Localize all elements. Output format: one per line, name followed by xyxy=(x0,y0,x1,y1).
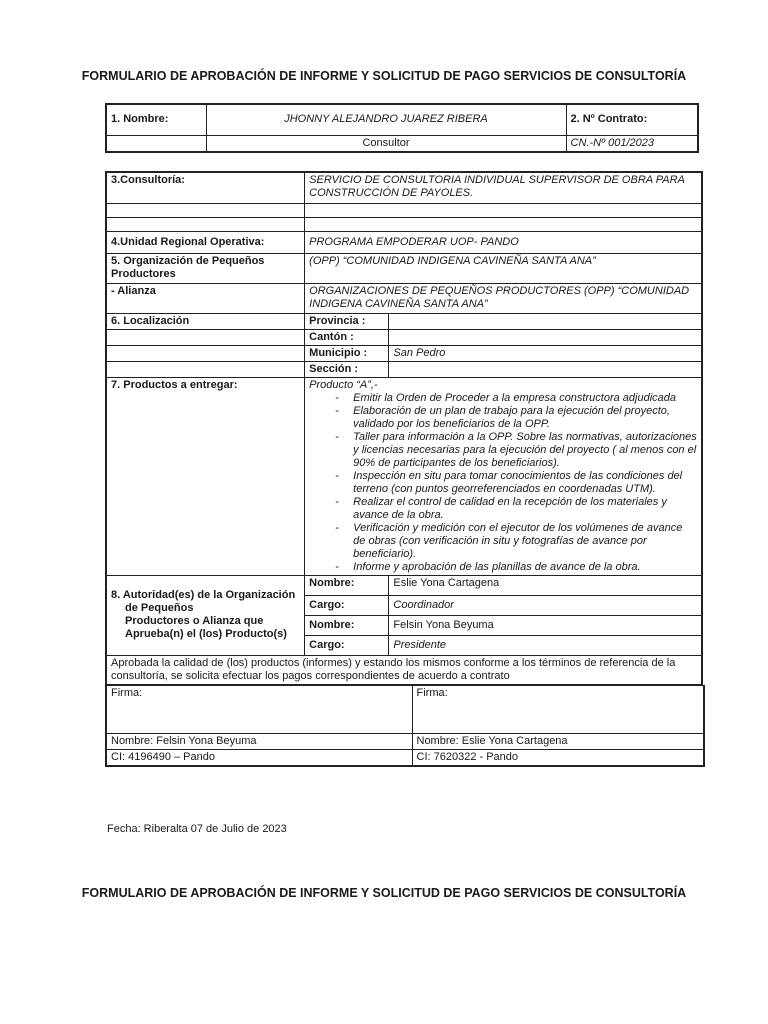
cargo-label: Cargo: xyxy=(305,635,389,655)
consultoria-label: 3.Consultoría: xyxy=(106,172,305,203)
municipio-value: San Pedro xyxy=(389,345,702,361)
blank-row xyxy=(106,203,305,217)
rol-value: Consultor xyxy=(206,135,566,152)
firma-right-ci: CI: 7620322 - Pando xyxy=(412,750,704,767)
unidad-label: 4.Unidad Regional Operativa: xyxy=(106,231,305,253)
firma-left-nombre: Nombre: Felsin Yona Beyuma xyxy=(106,734,412,750)
autoridad-2-cargo: Presidente xyxy=(389,635,702,655)
list-item: - Emitir la Orden de Proceder a la empresa constructora adjudicada xyxy=(335,392,697,405)
autoridad-2-nombre: Felsin Yona Beyuma xyxy=(389,615,702,635)
blank-cell xyxy=(106,361,305,377)
firma-right-nombre: Nombre: Eslie Yona Cartagena xyxy=(412,734,704,750)
seccion-value xyxy=(389,361,702,377)
canton-label: Cantón : xyxy=(305,329,389,345)
main-form-table xyxy=(105,171,703,686)
list-item: - Informe y aprobación de las planillas de avance de la obra. xyxy=(335,561,697,574)
list-item: - Elaboración de un plan de trabajo para la ejecución del proyecto, validado por los beneficiarios de la OPP. xyxy=(335,405,697,431)
alianza-value: ORGANIZACIONES DE PEQUEÑOS PRODUCTORES (OPP) “COMUNIDAD INDIGENA CAVINEÑA SANTA ANA” xyxy=(305,283,702,313)
canton-value xyxy=(389,329,702,345)
consultoria-value: SERVICIO DE CONSULTORIA INDIVIDUAL SUPERVISOR DE OBRA PARA CONSTRUCCIÓN DE PAYOLES. xyxy=(305,172,702,203)
provincia-value xyxy=(389,313,702,329)
nombre-label: Nombre: xyxy=(305,615,389,635)
firma-label: Firma: xyxy=(412,686,704,734)
blank-row xyxy=(106,217,305,231)
nombre-value: JHONNY ALEJANDRO JUAREZ RIBERA xyxy=(206,104,566,135)
autoridades-label-line: Productores o Alianza que xyxy=(125,615,264,627)
autoridades-label-line: Aprueba(n) el (los) Producto(s) xyxy=(125,628,287,640)
productos-label: 7. Productos a entregar: xyxy=(106,377,305,575)
alianza-label: - Alianza xyxy=(106,283,305,313)
blank-cell xyxy=(106,345,305,361)
header-table xyxy=(105,103,699,153)
provincia-label: Provincia : xyxy=(305,313,389,329)
firma-label: Firma: xyxy=(106,686,412,734)
autoridad-1-nombre: Eslie Yona Cartagena xyxy=(389,575,702,595)
firmas-table xyxy=(105,685,705,767)
list-item: - Realizar el control de calidad en la recepción de los materiales y avance de la obra. xyxy=(335,496,697,522)
contrato-value: CN.-Nº 001/2023 xyxy=(566,135,698,152)
autoridades-label-line: de Pequeños xyxy=(125,602,194,614)
list-item: - Taller para información a la OPP. Sobre las normativas, autorizaciones y licencias necesarias para la ejecución del proyecto ( al menos con el 90% de participantes de los beneficiarios). xyxy=(335,431,697,470)
cargo-label: Cargo: xyxy=(305,595,389,615)
organizacion-value: (OPP) “COMUNIDAD INDIGENA CAVINEÑA SANTA ANA” xyxy=(305,253,702,283)
unidad-value: PROGRAMA EMPODERAR UOP- PANDO xyxy=(305,231,702,253)
autoridades-label-line: 8. Autoridad(es) de la Organización xyxy=(111,589,296,601)
seccion-label: Sección : xyxy=(305,361,389,377)
productos-intro: Producto “A”,- xyxy=(309,378,378,391)
autoridad-1-cargo: Coordinador xyxy=(389,595,702,615)
form-title-repeat: FORMULARIO DE APROBACIÓN DE INFORME Y SOLICITUD DE PAGO SERVICIOS DE CONSULTORÍA xyxy=(81,886,687,900)
empty-cell xyxy=(106,135,206,152)
aprobacion-text: Aprobada la calidad de (los) productos (informes) y estando los mismos conforme a los términos de referencia de la consultoría, se solicita efectuar los pagos correspondientes de acuerdo a contrato xyxy=(106,655,702,685)
productos-list xyxy=(309,392,697,574)
nombre-label: Nombre: xyxy=(305,575,389,595)
contrato-label: 2. Nº Contrato: xyxy=(566,104,698,135)
fecha: Fecha: Riberalta 07 de Julio de 2023 xyxy=(107,823,287,835)
autoridades-label xyxy=(106,575,305,655)
municipio-label: Municipio : xyxy=(305,345,389,361)
productos-cell xyxy=(305,377,702,575)
list-item: - Verificación y medición con el ejecutor de los volúmenes de avance de obras (con verificación in situ y fotografías de avance por beneficiario). xyxy=(335,522,697,561)
blank-row xyxy=(305,203,702,217)
blank-cell xyxy=(106,329,305,345)
form-title: FORMULARIO DE APROBACIÓN DE INFORME Y SOLICITUD DE PAGO SERVICIOS DE CONSULTORÍA xyxy=(81,69,687,83)
list-item: - Inspección en situ para tomar conocimientos de las condiciones del terreno (con puntos georreferenciados en coordenadas UTM). xyxy=(335,470,697,496)
nombre-label: 1. Nombre: xyxy=(106,104,206,135)
localizacion-label: 6. Localización xyxy=(106,313,305,329)
blank-row xyxy=(305,217,702,231)
firma-left-ci: CI: 4196490 – Pando xyxy=(106,750,412,767)
organizacion-label: 5. Organización de Pequeños Productores xyxy=(106,253,305,283)
